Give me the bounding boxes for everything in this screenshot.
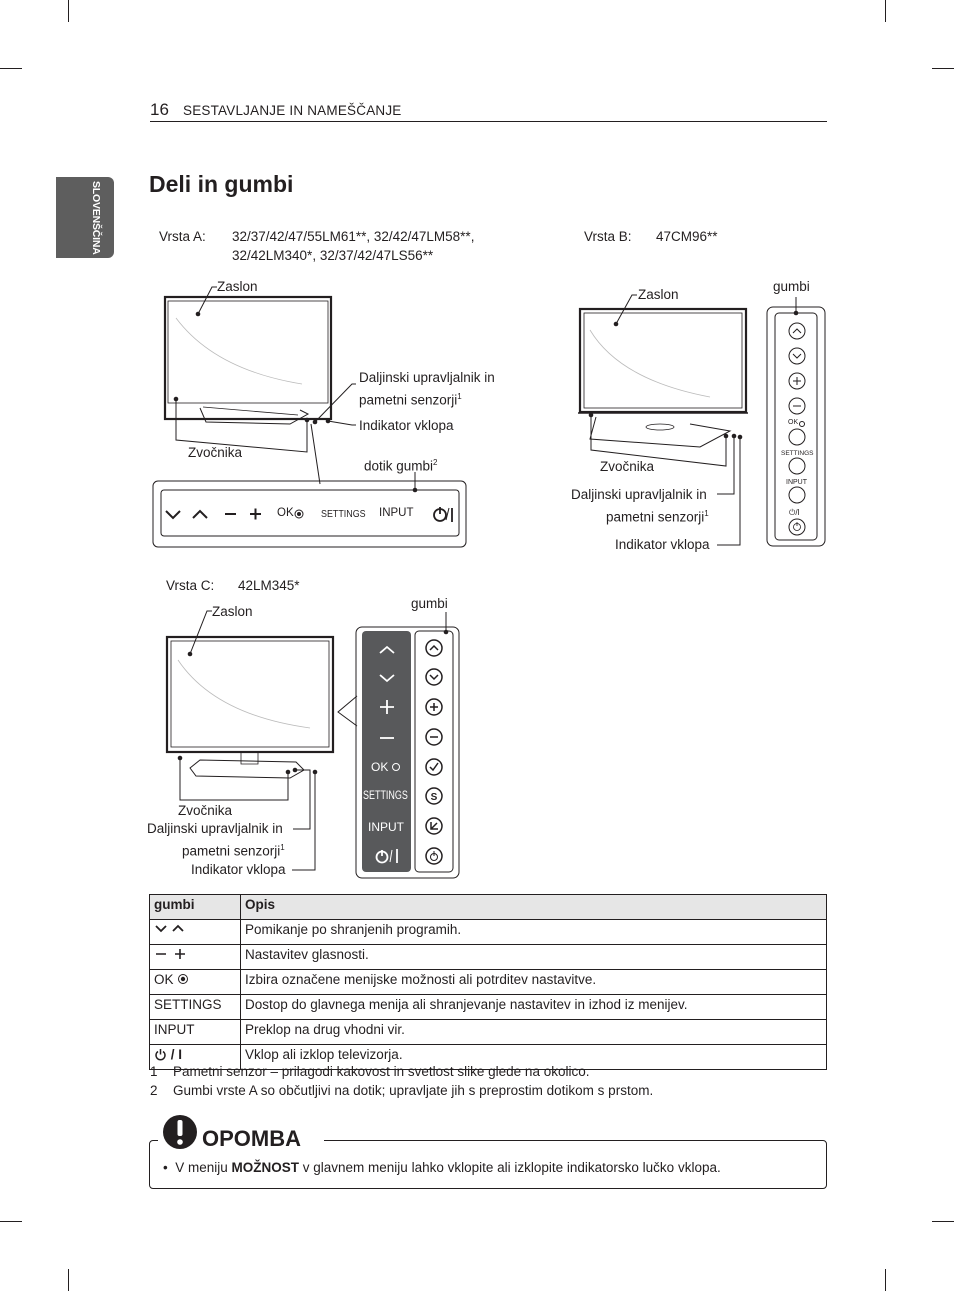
buttons-table xyxy=(149,894,827,1070)
type-c-screen-label: Zaslon xyxy=(212,604,253,619)
type-b-ok-label: OK xyxy=(788,419,799,426)
type-c-input-label: INPUT xyxy=(368,820,404,834)
type-a-screen-label: Zaslon xyxy=(217,279,258,294)
page-number: 16 xyxy=(150,100,169,119)
table-header-row xyxy=(150,895,827,920)
page-title: Deli in gumbi xyxy=(149,171,294,197)
type-c-ok-label: OK xyxy=(371,760,389,774)
tv-b-illustration xyxy=(578,309,748,447)
table-row: OK Izbira označene menijske možnosti ali potrditev nastavitve. xyxy=(150,970,827,995)
type-a-models-2: 32/42LM340*, 32/37/42/47LS56** xyxy=(232,248,434,263)
type-a-power-label: Indikator vklopa xyxy=(359,418,454,433)
type-c-power-label: Indikator vklopa xyxy=(191,862,286,877)
table-row: SETTINGS Dostop do glavnega menija ali shranjevanje nastavitev in izhod iz menijev. xyxy=(150,995,827,1020)
type-c-buttons-label: gumbi xyxy=(411,596,448,611)
table-row: Nastavitev glasnosti. xyxy=(150,945,827,970)
type-b-input-label: INPUT xyxy=(786,479,807,486)
type-a-touch-label: dotik gumbi$^2$ xyxy=(364,458,438,474)
ok-circle-icon xyxy=(177,973,189,985)
type-a-label: Vrsta A: xyxy=(159,229,206,244)
type-c-model: 42LM345* xyxy=(238,578,300,593)
svg-text:S: S xyxy=(430,792,438,803)
down-up-chevrons-icon xyxy=(150,920,241,945)
type-a-remote-label-1: Daljinski upravljalnik in xyxy=(359,370,495,385)
type-b-power-label: Indikator vklopa xyxy=(615,537,710,552)
type-b-buttons-label: gumbi xyxy=(773,279,810,294)
table-row: Pomikanje po shranjenih programih. xyxy=(150,920,827,945)
tv-a-illustration xyxy=(165,297,331,424)
note-heading xyxy=(158,1114,324,1158)
type-a-remote-label-2: pametni senzorji$^1$ xyxy=(359,392,462,408)
type-b-model: 47CM96** xyxy=(656,229,718,244)
type-c-label: Vrsta C: xyxy=(166,578,215,593)
table-row: INPUT Preklop na drug vhodni vir. xyxy=(150,1020,827,1045)
type-c-remote-label-1: Daljinski upravljalnik in xyxy=(147,821,283,836)
type-c-remote-label-2: pametni senzorji$^1$ xyxy=(182,843,285,859)
type-a-models-1: 32/37/42/47/55LM61**, 32/42/47LM58**, xyxy=(232,229,475,244)
note-title: OPOMBA xyxy=(202,1126,301,1151)
footnote-1: 1 Pametni senzor – prilagodi kakovost in svetlost slike glede na okolico. xyxy=(150,1064,590,1079)
note-text: • V meniju MOŽNOST v glavnem meniju lahko vklopite ali izklopite indikatorsko lučko vklopa. xyxy=(163,1160,721,1175)
type-b-remote-label-1: Daljinski upravljalnik in xyxy=(571,487,707,502)
minus-plus-icon xyxy=(150,945,241,970)
table-header-description: Opis xyxy=(241,895,827,920)
type-a-settings-label: SETTINGS xyxy=(321,508,366,520)
type-b-power-glyph: ⏻/I xyxy=(789,508,800,517)
type-b-speakers-label: Zvočnika xyxy=(600,459,655,474)
section-title: SESTAVLJANJE IN NAMEŠČANJE xyxy=(183,103,402,118)
type-c-speakers-label: Zvočnika xyxy=(178,803,233,818)
type-b-remote-label-2: pametni senzorji$^1$ xyxy=(606,509,709,525)
language-tab-label: SLOVENŠČINA xyxy=(90,181,102,255)
type-a-speakers-label: Zvočnika xyxy=(188,445,243,460)
tv-c-illustration xyxy=(167,637,333,778)
type-b-label: Vrsta B: xyxy=(584,229,632,244)
power-icon xyxy=(154,1048,167,1061)
footnote-2: 2 Gumbi vrste A so občutljivi na dotik; upravljate jih s preprostim dotikom s prstom. xyxy=(150,1083,654,1098)
type-a-input-label: INPUT xyxy=(379,507,414,519)
type-b-screen-label: Zaslon xyxy=(638,287,679,302)
type-a-ok-label: OK xyxy=(277,507,294,519)
type-b-settings-label: SETTINGS xyxy=(781,450,814,457)
exclamation-icon xyxy=(162,1114,198,1150)
table-header-buttons: gumbi xyxy=(150,895,241,920)
type-c-settings-label: SETTINGS xyxy=(363,790,408,802)
table-row: / I Vklop ali izklop televizorja. xyxy=(150,1045,827,1070)
